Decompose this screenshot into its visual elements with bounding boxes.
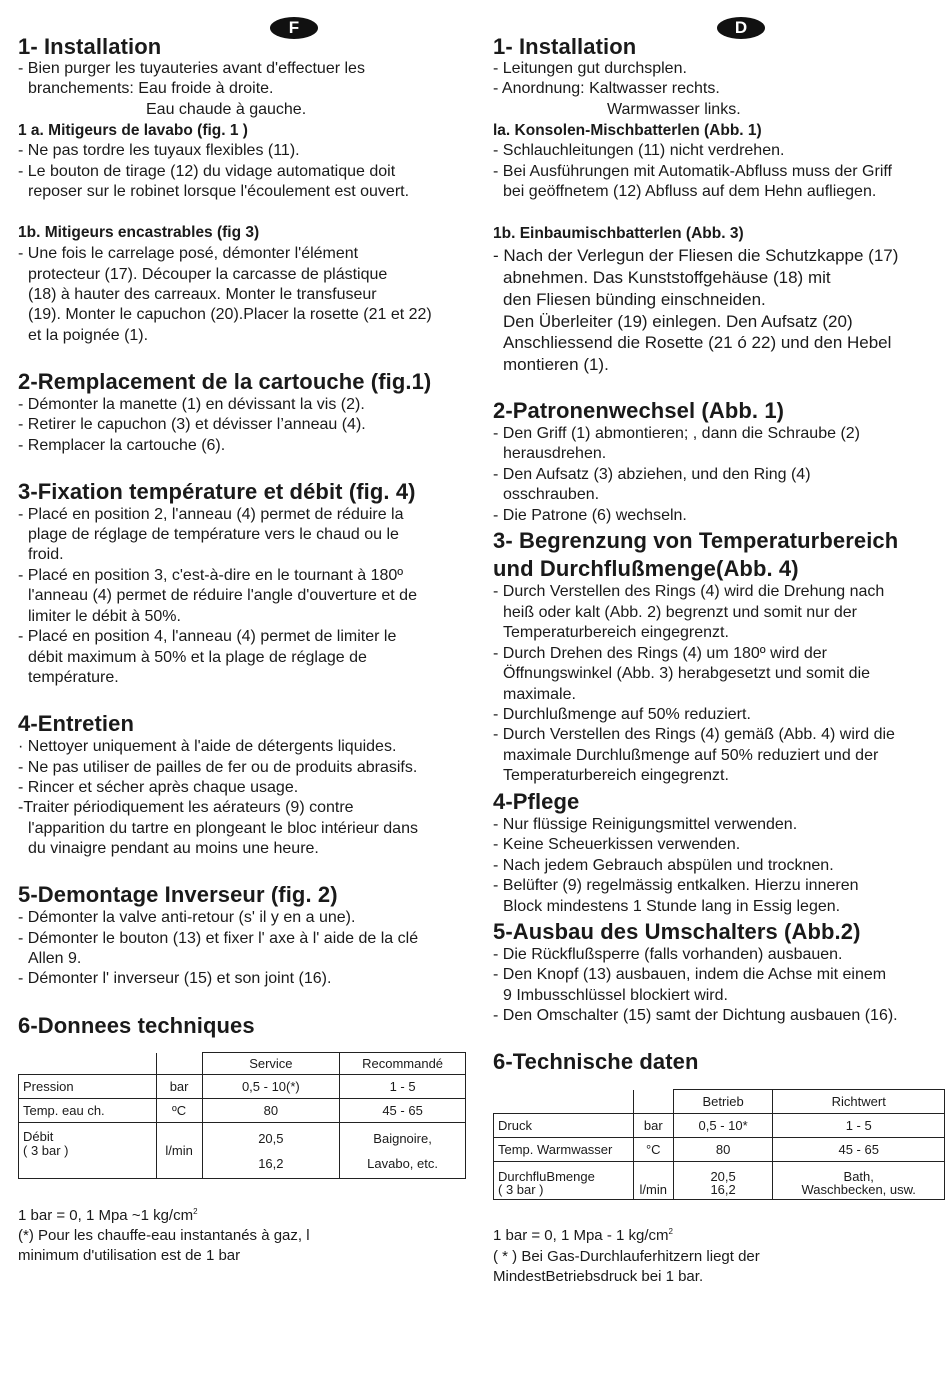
de-note-text: 1 bar = 0, 1 Mpa - 1 kg/cm: [493, 1227, 669, 1244]
fr-line: Allen 9.: [28, 950, 82, 967]
fr-line: - Une fois le carrelage posé, démonter l'élément: [18, 245, 359, 262]
fr-note-text: 1 bar = 0, 1 Mpa ~1 kg/cm: [18, 1207, 194, 1224]
fr-line: - Bien purger les tuyauteries avant d'effectuer les: [18, 60, 365, 77]
fr-donnees-heading: 6-Donnees techniques: [18, 1013, 255, 1038]
fr-line: - Placé en position 2, l'anneau (4) permet de réduire la: [18, 506, 404, 523]
fr-line: - Démonter la valve anti-retour (s' il y en a une).: [18, 909, 356, 926]
table-label-line: Débit: [23, 1129, 54, 1144]
de-line: - Den Omschalter (15) samt der Dichtung ausbauen (16).: [493, 1007, 898, 1024]
fr-line: l'anneau (4) permet de réduire l'angle d'ouverture et de: [28, 587, 417, 604]
fr-line: température.: [28, 669, 119, 686]
de-begrenzung-heading: 3- Begrenzung von Temperaturbereich: [493, 528, 899, 553]
fr-line: limiter le débit à 50%.: [28, 608, 181, 625]
table-header-recommended: Recommandé: [340, 1053, 466, 1075]
fr-inverseur-heading: 5-Demontage Inverseur (fig. 2): [18, 882, 338, 907]
fr-line: -Traiter périodiquement les aérateurs (9) contre: [18, 799, 354, 816]
de-line: - Die Rückflußsperre (falls vorhanden) ausbauen.: [493, 946, 843, 963]
de-line: - Nach jedem Gebrauch abspülen und trocknen.: [493, 857, 834, 874]
table-value-line: Waschbecken, usw.: [801, 1181, 916, 1197]
table-empty-cell: [19, 1053, 157, 1075]
de-line: - Keine Scheuerkissen verwenden.: [493, 836, 741, 853]
de-umschalter-heading: 5-Ausbau des Umschalters (Abb.2): [493, 919, 861, 944]
table-value-line: 16,2: [710, 1181, 736, 1197]
de-line: montieren (1).: [503, 355, 609, 374]
fr-line: débit maximum à 50% et la plage de réglage de: [28, 649, 367, 666]
fr-line: - Démonter le bouton (13) et fixer l' axe à l' aide de la clé: [18, 930, 419, 947]
table-value-line: Bath,: [843, 1168, 874, 1184]
table-row-label: [19, 1123, 157, 1179]
table-service-value: [202, 1123, 340, 1179]
de-line: Block mindestens 1 Stunde lang in Essig legen.: [503, 898, 841, 915]
de-line: - Nach der Verlegun der Fliesen die Schutzkappe (17): [493, 246, 899, 265]
language-badge-fr: F: [270, 17, 318, 39]
table-recommended-value: [340, 1123, 466, 1179]
fr-note-superscript: 2: [193, 1207, 198, 1216]
de-line: - Durchlußmenge auf 50% reduziert.: [493, 706, 751, 723]
table-unit: bar: [633, 1114, 673, 1138]
table-recommended-value: 45 - 65: [773, 1138, 945, 1162]
fr-line: minimum d'utilisation est de 1 bar: [18, 1247, 241, 1264]
fr-line: reposer sur le robinet lorsque l'écoulement est ouvert.: [28, 183, 410, 200]
table-value-line: 20,5: [258, 1130, 284, 1146]
fr-line: protecteur (17). Découper la carcasse de plástique: [28, 266, 388, 283]
table-empty-cell: [633, 1090, 673, 1114]
de-line: - Die Patrone (6) wechseln.: [493, 507, 687, 524]
fr-line: - Ne pas tordre les tuyaux flexibles (11).: [18, 142, 300, 159]
table-service-value: 0,5 - 10*: [673, 1114, 773, 1138]
fr-line: du vinaigre pendant au moins une heure.: [28, 840, 319, 857]
de-begrenzung-heading-cont: und Durchflußmenge(Abb. 4): [493, 556, 799, 581]
table-row-label: Temp. Warmwasser: [494, 1138, 634, 1162]
fr-tech-table: [18, 1052, 466, 1179]
de-line: bei geöffnetem (12) Abfluss auf dem Hehn aufliegen.: [503, 183, 877, 200]
de-line: Den Überleiter (19) einlegen. Den Aufsatz (20): [503, 312, 853, 331]
table-service-value: 80: [673, 1138, 773, 1162]
de-line: - Leitungen gut durchsplen.: [493, 60, 687, 77]
table-empty-cell: [494, 1090, 634, 1114]
table-label-line: DurchfluBmenge: [498, 1168, 595, 1184]
language-badge-de: D: [717, 17, 765, 39]
de-line: - Durch Verstellen des Rings (4) wird die Drehung nach: [493, 583, 885, 600]
fr-line: - Démonter la manette (1) en dévissant la vis (2).: [18, 396, 365, 413]
table-service-value: [673, 1162, 773, 1200]
table-service-value: 0,5 - 10(*): [202, 1075, 340, 1099]
table-header-service: Service: [202, 1053, 340, 1075]
table-row-label: Pression: [19, 1075, 157, 1099]
fr-subheading-1b: 1b. Mitigeurs encastrables (fig 3): [18, 224, 260, 241]
table-recommended-value: 45 - 65: [340, 1099, 466, 1123]
fr-subheading-1a: 1 a. Mitigeurs de lavabo (fig. 1 ): [18, 122, 248, 139]
fr-line: - Remplacer la cartouche (6).: [18, 437, 226, 454]
fr-line: plage de réglage de température vers le chaud ou le: [28, 526, 399, 543]
de-line: - Bei Ausführungen mit Automatik-Abfluss muss der Griff: [493, 163, 892, 180]
fr-fixation-heading: 3-Fixation température et débit (fig. 4): [18, 479, 416, 504]
table-empty-cell: [156, 1053, 202, 1075]
de-line: den Fliesen bünding einschneiden.: [503, 290, 766, 309]
de-technische-heading: 6-Technische daten: [493, 1049, 699, 1074]
de-subheading-1b: 1b. Einbaumischbatterlen (Abb. 3): [493, 225, 744, 242]
de-note-superscript: 2: [668, 1227, 673, 1236]
de-line: - Durch Verstellen des Rings (4) gemäß (Abb. 4) wird die: [493, 726, 895, 743]
table-row-label: Temp. eau ch.: [19, 1099, 157, 1123]
de-line: - Nur flüssige Reinigungsmittel verwenden.: [493, 816, 798, 833]
fr-line: - Rincer et sécher après chaque usage.: [18, 779, 299, 796]
fr-line: Eau chaude à gauche.: [146, 101, 307, 118]
fr-line: l'apparition du tartre en plongeant le bloc intérieur dans: [28, 820, 418, 837]
table-unit: ºC: [156, 1099, 202, 1123]
fr-pressure-note: [18, 1207, 198, 1224]
de-line: Anschliessend die Rosette (21 ó 22) und den Hebel: [503, 333, 892, 352]
de-line: - Anordnung: Kaltwasser rechts.: [493, 80, 720, 97]
de-line: Öffnungswinkel (Abb. 3) herabgesetzt und somit die: [503, 665, 871, 682]
fr-line: froid.: [28, 546, 64, 563]
fr-line: - Retirer le capuchon (3) et dévisser l’anneau (4).: [18, 416, 366, 433]
de-line: maximale.: [503, 686, 576, 703]
table-label-line: ( 3 bar ): [498, 1181, 544, 1197]
de-line: - Den Knopf (13) ausbauen, indem die Achse mit einem: [493, 966, 887, 983]
de-line: ( * ) Bei Gas-Durchlauferhitzern liegt der: [493, 1248, 760, 1265]
fr-line: · Nettoyer uniquement à l'aide de détergents liquides.: [18, 738, 397, 755]
de-line: Warmwasser links.: [607, 101, 741, 118]
de-line: - Schlauchleitungen (11) nicht verdrehen.: [493, 142, 785, 159]
table-value-line: Baignoire,: [373, 1130, 432, 1146]
de-pflege-heading: 4-Pflege: [493, 789, 580, 814]
fr-line: - Placé en position 4, l'anneau (4) permet de limiter le: [18, 628, 397, 645]
de-line: herausdrehen.: [503, 445, 607, 462]
table-value-line: 20,5: [710, 1168, 736, 1184]
fr-line: et la poignée (1).: [28, 327, 149, 344]
fr-line: - Ne pas utiliser de pailles de fer ou de produits abrasifs.: [18, 759, 418, 776]
fr-line: - Placé en position 3, c'est-à-dire en le tournant à 180º: [18, 567, 404, 584]
table-row-label: Druck: [494, 1114, 634, 1138]
table-unit: l/min: [633, 1162, 673, 1200]
de-line: - Durch Drehen des Rings (4) um 180º wird der: [493, 645, 827, 662]
de-patronenwechsel-heading: 2-Patronenwechsel (Abb. 1): [493, 398, 785, 423]
table-recommended-value: 1 - 5: [773, 1114, 945, 1138]
table-header-recommended: Richtwert: [773, 1090, 945, 1114]
fr-line: - Démonter l' inverseur (15) et son joint (16).: [18, 970, 332, 987]
de-line: Temperaturbereich eingegrenzt.: [503, 767, 729, 784]
de-line: - Den Griff (1) abmontieren; , dann die Schraube (2): [493, 425, 860, 442]
de-line: 9 Imbusschlüssel blockiert wird.: [503, 987, 728, 1004]
table-value-line: Lavabo, etc.: [367, 1155, 438, 1171]
de-line: osschrauben.: [503, 486, 600, 503]
fr-line: (18) à hauter des carreaux. Monter le transfuseur: [28, 286, 377, 303]
table-service-value: 80: [202, 1099, 340, 1123]
fr-line: (19). Monter le capuchon (20).Placer la rosette (21 et 22): [28, 306, 432, 323]
table-recommended-value: 1 - 5: [340, 1075, 466, 1099]
table-recommended-value: [773, 1162, 945, 1200]
table-unit: bar: [156, 1075, 202, 1099]
de-line: maximale Durchlußmenge auf 50% reduziert und der: [503, 747, 879, 764]
table-header-service: Betrieb: [673, 1090, 773, 1114]
fr-cartouche-heading: 2-Remplacement de la cartouche (fig.1): [18, 369, 432, 394]
de-line: abnehmen. Das Kunststoffgehäuse (18) mit: [503, 268, 831, 287]
de-subheading-1a: la. Konsolen-Mischbatterlen (Abb. 1): [493, 122, 762, 139]
fr-installation-heading: 1- Installation: [18, 34, 162, 59]
de-line: Temperaturbereich eingegrenzt.: [503, 624, 729, 641]
de-tech-table: [493, 1089, 945, 1200]
fr-line: - Le bouton de tirage (12) du vidage automatique doit: [18, 163, 396, 180]
fr-line: (*) Pour les chauffe-eau instantanés à gaz, l: [18, 1227, 310, 1244]
table-row-label: [494, 1162, 634, 1200]
de-line: - Belüfter (9) regelmässig entkalken. Hierzu inneren: [493, 877, 859, 894]
table-label-line: ( 3 bar ): [23, 1143, 69, 1158]
de-installation-heading: 1- Installation: [493, 34, 637, 59]
table-unit: °C: [633, 1138, 673, 1162]
fr-line: branchements: Eau froide à droite.: [28, 80, 274, 97]
de-line: - Den Aufsatz (3) abziehen, und den Ring (4): [493, 466, 811, 483]
table-unit: l/min: [156, 1123, 202, 1179]
table-value-line: 16,2: [258, 1155, 284, 1171]
de-line: heiß oder kalt (Abb. 2) begrenzt und somit nur der: [503, 604, 857, 621]
fr-entretien-heading: 4-Entretien: [18, 711, 135, 736]
de-pressure-note: [493, 1227, 673, 1244]
de-line: MindestBetriebsdruck bei 1 bar.: [493, 1268, 704, 1285]
